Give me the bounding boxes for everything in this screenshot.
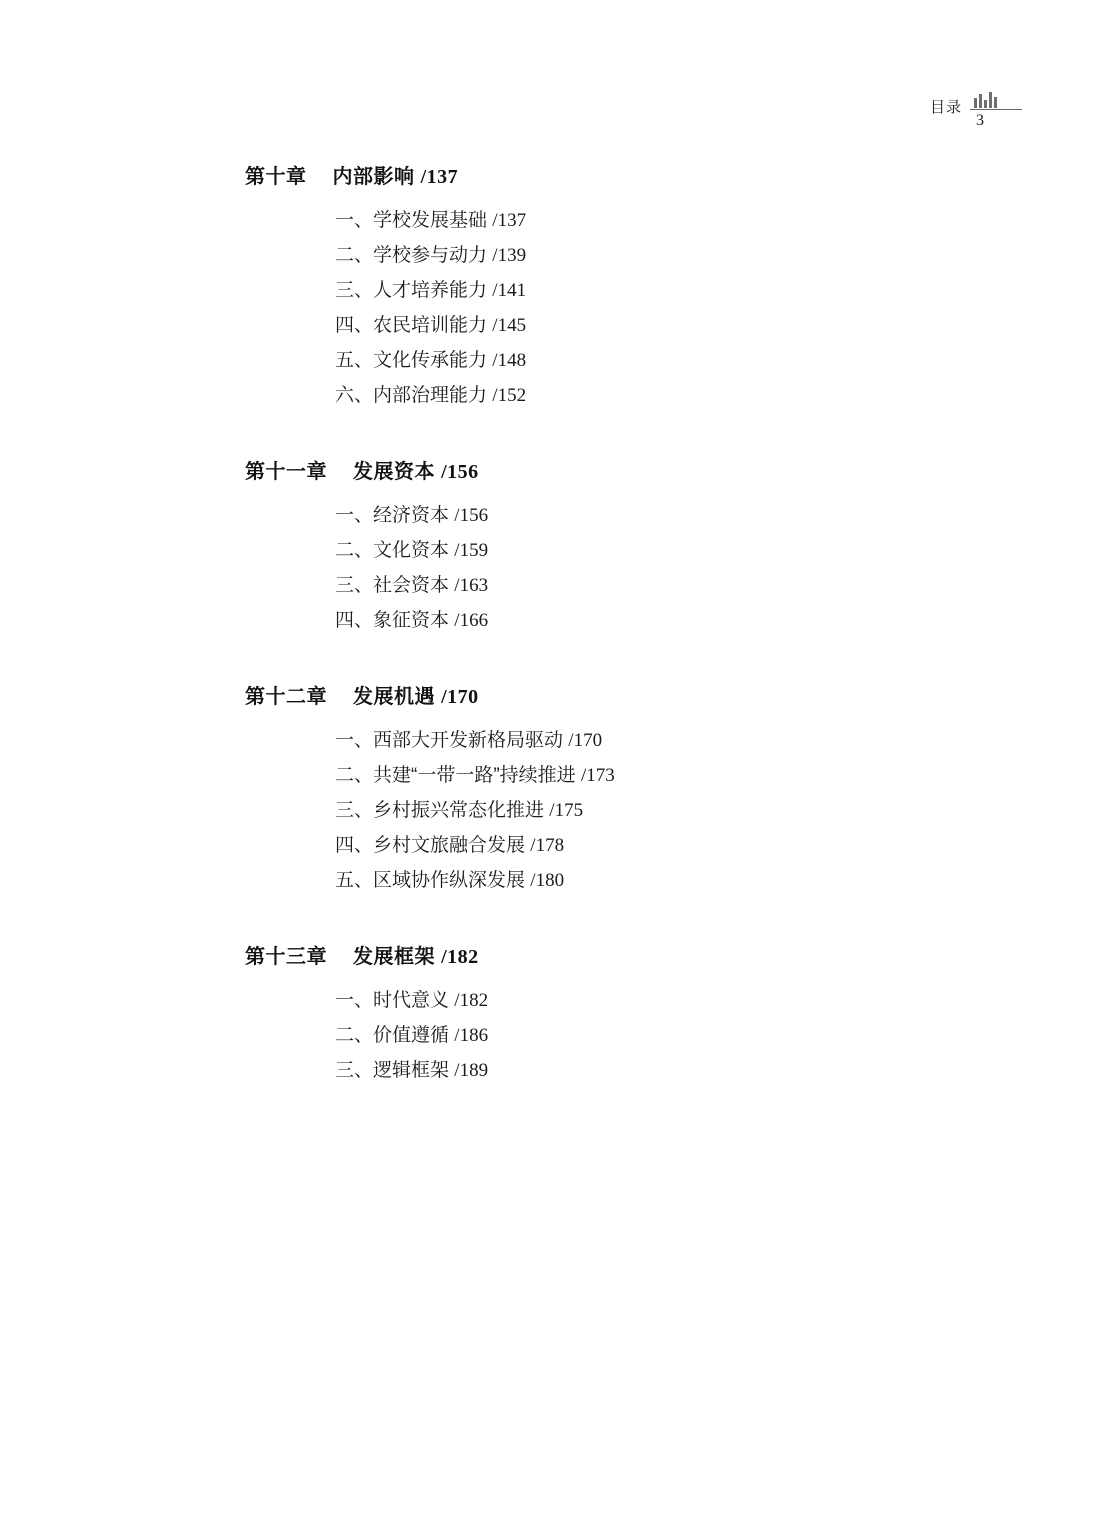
section-page: /148 <box>492 350 527 371</box>
toc-chapter-block <box>0 160 1100 413</box>
section-page: /175 <box>549 800 584 821</box>
toc-section-item <box>335 568 1100 603</box>
section-text: 三、人才培养能力 <box>335 280 488 301</box>
section-text: 四、象征资本 <box>335 610 450 631</box>
section-page: /170 <box>568 730 603 751</box>
section-page: /145 <box>492 315 527 336</box>
section-page: /156 <box>454 505 489 526</box>
chapter-number: 第十章 <box>245 166 307 188</box>
section-text: 二、共建“一带一路”持续推进 <box>335 765 576 786</box>
header-decoration <box>970 88 1022 130</box>
section-text: 二、文化资本 <box>335 540 450 561</box>
header-divider-line <box>970 109 1022 110</box>
chapter-number: 第十一章 <box>245 461 327 483</box>
section-text: 一、学校发展基础 <box>335 210 488 231</box>
section-page: /141 <box>492 280 527 301</box>
section-text: 六、内部治理能力 <box>335 385 488 406</box>
toc-section-item <box>335 378 1100 413</box>
toc-chapter-block <box>0 940 1100 1088</box>
section-text: 五、区域协作纵深发展 <box>335 870 526 891</box>
section-page: /189 <box>454 1060 489 1081</box>
toc-chapter-block <box>0 680 1100 898</box>
section-page: /178 <box>530 835 565 856</box>
section-text: 一、西部大开发新格局驱动 <box>335 730 564 751</box>
toc-section-item <box>335 273 1100 308</box>
section-text: 四、农民培训能力 <box>335 315 488 336</box>
chapter-title-text: 发展框架 <box>353 946 435 968</box>
page-header <box>930 88 1022 128</box>
chapter-page: /170 <box>441 686 479 708</box>
section-page: /159 <box>454 540 489 561</box>
section-text: 二、价值遵循 <box>335 1025 450 1046</box>
toc-section-item <box>335 308 1100 343</box>
section-text: 一、时代意义 <box>335 990 450 1011</box>
toc-section-item <box>335 238 1100 273</box>
section-text: 三、乡村振兴常态化推进 <box>335 800 545 821</box>
section-text: 三、社会资本 <box>335 575 450 596</box>
toc-section-item <box>335 793 1100 828</box>
section-page: /139 <box>492 245 527 266</box>
chapter-title-text: 发展资本 <box>353 461 435 483</box>
chapter-number: 第十二章 <box>245 686 327 708</box>
toc-section-item <box>335 203 1100 238</box>
chapter-number: 第十三章 <box>245 946 327 968</box>
toc-section-item <box>335 533 1100 568</box>
toc-chapter-heading <box>245 940 1100 969</box>
chapter-title-text: 发展机遇 <box>353 686 435 708</box>
section-text: 三、逻辑框架 <box>335 1060 450 1081</box>
toc-section-item <box>335 758 1100 793</box>
toc-section-item <box>335 723 1100 758</box>
toc-section-item <box>335 828 1100 863</box>
chapter-title-text: 内部影响 <box>332 166 415 188</box>
section-page: /152 <box>492 385 527 406</box>
toc-chapter-block <box>0 455 1100 638</box>
toc-section-item <box>335 983 1100 1018</box>
toc-section-item <box>335 1053 1100 1088</box>
toc-section-item <box>335 343 1100 378</box>
toc-chapter-heading <box>245 455 1100 484</box>
chapter-page: /137 <box>420 166 459 188</box>
chapter-page: /156 <box>441 461 479 483</box>
section-page: /166 <box>454 610 489 631</box>
table-of-contents <box>0 160 1100 1130</box>
toc-chapter-heading <box>245 160 1100 189</box>
page-number: 3 <box>976 112 984 129</box>
section-text: 四、乡村文旅融合发展 <box>335 835 526 856</box>
toc-section-item <box>335 498 1100 533</box>
section-text: 二、学校参与动力 <box>335 245 488 266</box>
section-page: /137 <box>492 210 527 231</box>
section-page: /182 <box>454 990 489 1011</box>
toc-section-item <box>335 603 1100 638</box>
header-section-label: 目录 <box>929 99 962 116</box>
toc-section-item <box>335 863 1100 898</box>
section-page: /180 <box>530 870 565 891</box>
toc-section-item <box>335 1018 1100 1053</box>
section-text: 五、文化传承能力 <box>335 350 488 371</box>
chapter-page: /182 <box>441 946 479 968</box>
section-text: 一、经济资本 <box>335 505 450 526</box>
toc-chapter-heading <box>245 680 1100 709</box>
section-page: /163 <box>454 575 489 596</box>
bar-chart-icon <box>970 88 1022 108</box>
section-page: /186 <box>454 1025 489 1046</box>
section-page: /173 <box>580 765 615 786</box>
